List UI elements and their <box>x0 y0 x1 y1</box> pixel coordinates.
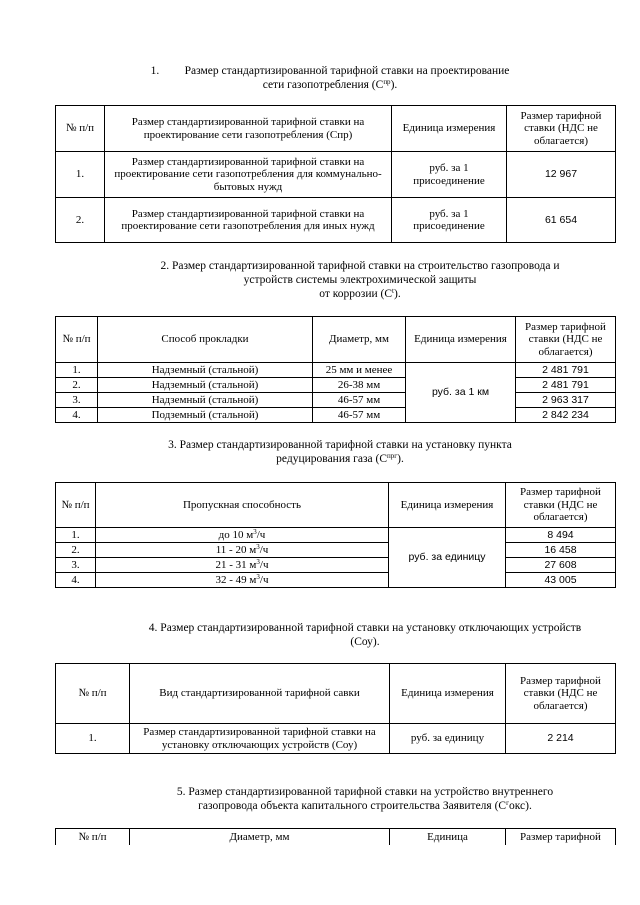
table-header: № п/п Способ прокладки Диаметр, мм Единица измерения Размер тарифной ставки (НДС не облагается) <box>56 317 616 363</box>
table-header: № п/п Пропускная способность Единица измерения Размер тарифной ставки (НДС не облагается) <box>56 483 616 528</box>
table-2 <box>55 316 616 423</box>
section-5-title: 5. Размер стандартизированной тарифной ставки на устройство внутреннего газопровода объекта капитального строительства Заявителя $(С^гокс)$. <box>176 786 554 812</box>
table-row: 1. Размер стандартизированной тарифной ставки на проектирование сети газопотребления для коммунально-бытовых нужд руб. за 1 присоединение 12 967 <box>56 152 616 198</box>
table-row: 1. до 10 $м^3/ч$ руб. за единицу 8 494 <box>56 528 616 543</box>
table-3 <box>55 482 616 588</box>
table-row: 3. Надземный (стальной) 46-57 мм 2 963 317 <box>56 393 616 408</box>
table-header: № п/п Вид стандартизированной тарифной савки Единица измерения Размер тарифной ставки (НДС не облагается) <box>56 664 616 724</box>
section-4-title: 4. Размер стандартизированной тарифной ставки на установку отключающих устройств (Соу). <box>148 622 582 648</box>
table-row: 2. 11 - 20 $м^3/ч$ 16 458 <box>56 543 616 558</box>
table-row: 2. Надземный (стальной) 26-38 мм 2 481 791 <box>56 378 616 393</box>
section-1-title: 1. Размер стандартизированной тарифной ставки на проектирование сети газопотребления $(С^{пр})$. <box>150 65 510 91</box>
unit-cell: руб. за единицу <box>389 528 506 588</box>
table-row: 1. Надземный (стальной) 25 мм и менее руб. за 1 км 2 481 791 <box>56 363 616 378</box>
section-1-number: 1. <box>150 65 160 77</box>
table-row: 4. 32 - 49 $м^3/ч$ 43 005 <box>56 573 616 588</box>
unit-cell: руб. за 1 км <box>406 363 516 423</box>
table-5 <box>55 828 616 845</box>
table-header: № п/п Диаметр, мм Единица Размер тарифной <box>56 829 616 845</box>
table-row: 3. 21 - 31 $м^3/ч$ 27 608 <box>56 558 616 573</box>
table-1 <box>55 105 616 243</box>
table-4 <box>55 663 616 754</box>
section-2-title: 2. Размер стандартизированной тарифной ставки на строительство газопровода и устройств системы электрохимической защиты от коррозии $(С^t)$. <box>160 260 560 300</box>
table-header: № п/п Размер стандартизированной тарифной ставки на проектирование сети газопотребления (Спр) Единица измерения Размер тарифной ставки (НДС не облагается) <box>56 106 616 152</box>
table-row: 2. Размер стандартизированной тарифной ставки на проектирование сети газопотребления для иных нужд руб. за 1 присоединение 61 654 <box>56 198 616 243</box>
section-3-title: 3. Размер стандартизированной тарифной ставки на установку пункта редуцирования газа $(С^{прг})$. <box>168 439 512 465</box>
table-row: 4. Подземный (стальной) 46-57 мм 2 842 234 <box>56 408 616 423</box>
table-row: 1. Размер стандартизированной тарифной ставки на установку отключающих устройств (Соу) руб. за единицу 2 214 <box>56 724 616 754</box>
